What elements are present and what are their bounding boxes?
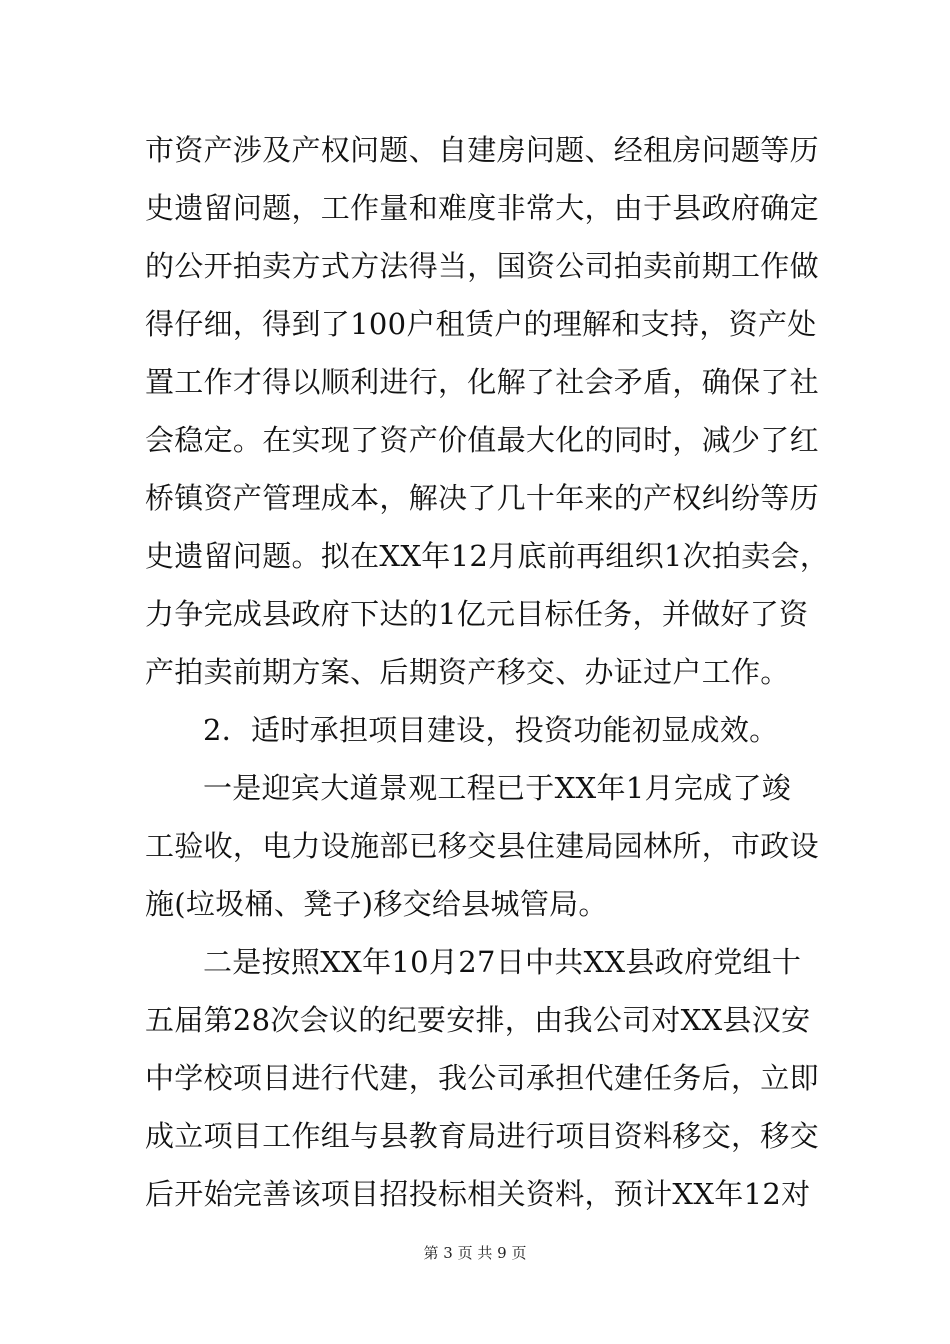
text-line: 史遗留问题，工作量和难度非常大，由于县政府确定 [145,191,819,225]
text-line: 产拍卖前期方案、后期资产移交、办证过户工作。 [145,655,790,689]
text-line: 中学校项目进行代建，我公司承担代建任务后，立即 [145,1061,819,1095]
text-line: 成立项目工作组与县教育局进行项目资料移交，移交 [145,1119,819,1153]
text-line: 工验收，电力设施部已移交县住建局园林所，市政设 [145,829,819,863]
paragraph-start: 一是迎宾大道景观工程已于XX年1月完成了竣 [203,771,792,805]
text-line: 后开始完善该项目招投标相关资料，预计XX年12对 [145,1177,811,1211]
text-line: 力争完成县政府下达的1亿元目标任务，并做好了资 [145,597,809,631]
section-heading: 2．适时承担项目建设，投资功能初显成效。 [203,713,779,747]
text-line: 史遗留问题。拟在XX年12月底前再组织1次拍卖会， [145,539,830,573]
text-line: 五届第28次会议的纪要安排，由我公司对XX县汉安 [145,1003,811,1037]
page-number-footer: 第 3 页 共 9 页 [423,1244,527,1262]
text-line: 得仔细，得到了100户租赁户的理解和支持，资产处 [145,307,817,341]
paragraph-start: 二是按照XX年10月27日中共XX县政府党组十 [203,945,802,979]
text-line: 的公开拍卖方式方法得当，国资公司拍卖前期工作做 [145,249,819,283]
text-line: 市资产涉及产权问题、自建房问题、经租房问题等历 [145,133,819,167]
text-line: 桥镇资产管理成本，解决了几十年来的产权纠纷等历 [145,481,819,515]
text-line: 会稳定。在实现了资产价值最大化的同时，减少了红 [145,423,819,457]
text-line: 施(垃圾桶、凳子)移交给县城管局。 [145,887,608,921]
text-line: 置工作才得以顺利进行，化解了社会矛盾，确保了社 [145,365,819,399]
